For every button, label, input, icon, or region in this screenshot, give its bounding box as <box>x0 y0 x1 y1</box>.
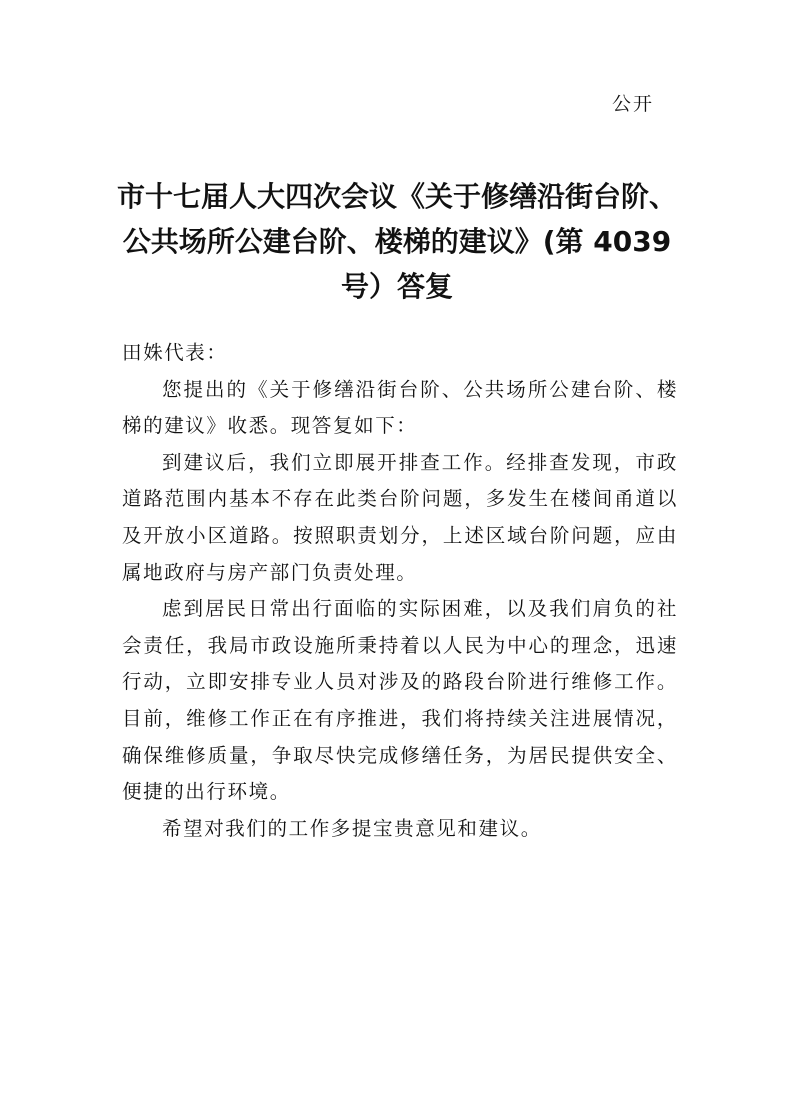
classification-label: 公开 <box>612 93 655 115</box>
body-paragraph: 您提出的《关于修缮沿街台阶、公共场所公建台阶、楼梯的建议》收悉。现答复如下： <box>122 377 678 438</box>
document-title <box>100 174 694 309</box>
title-line: 公共场所公建台阶、楼梯的建议》(第 4039 <box>122 225 672 258</box>
body-paragraph: 到建议后，我们立即展开排查工作。经排查发现，市政道路范围内基本不存在此类台阶问题，多发生在楼间甬道以及开放小区道路。按照职责划分，上述区域台阶问题，应由属地政府与房产部门负责处理。 <box>122 450 678 584</box>
body-paragraph: 虑到居民日常出行面临的实际困难，以及我们肩负的社会责任，我局市政设施所秉持着以人民为中心的理念，迅速行动，立即安排专业人员对涉及的路段台阶进行维修工作。目前，维修工作正在有序推进，我们将持续关注进展情况，确保维修质量，争取尽快完成修缮任务，为居民提供安全、便捷的出行环境。 <box>122 597 678 804</box>
body-paragraph: 希望对我们的工作多提宝贵意见和建议。 <box>162 816 542 840</box>
title-line: 市十七届人大四次会议《关于修缮沿街台阶、 <box>116 180 677 213</box>
title-line: 号）答复 <box>340 270 453 303</box>
salutation: 田姝代表： <box>122 341 228 364</box>
document-body <box>122 335 678 847</box>
